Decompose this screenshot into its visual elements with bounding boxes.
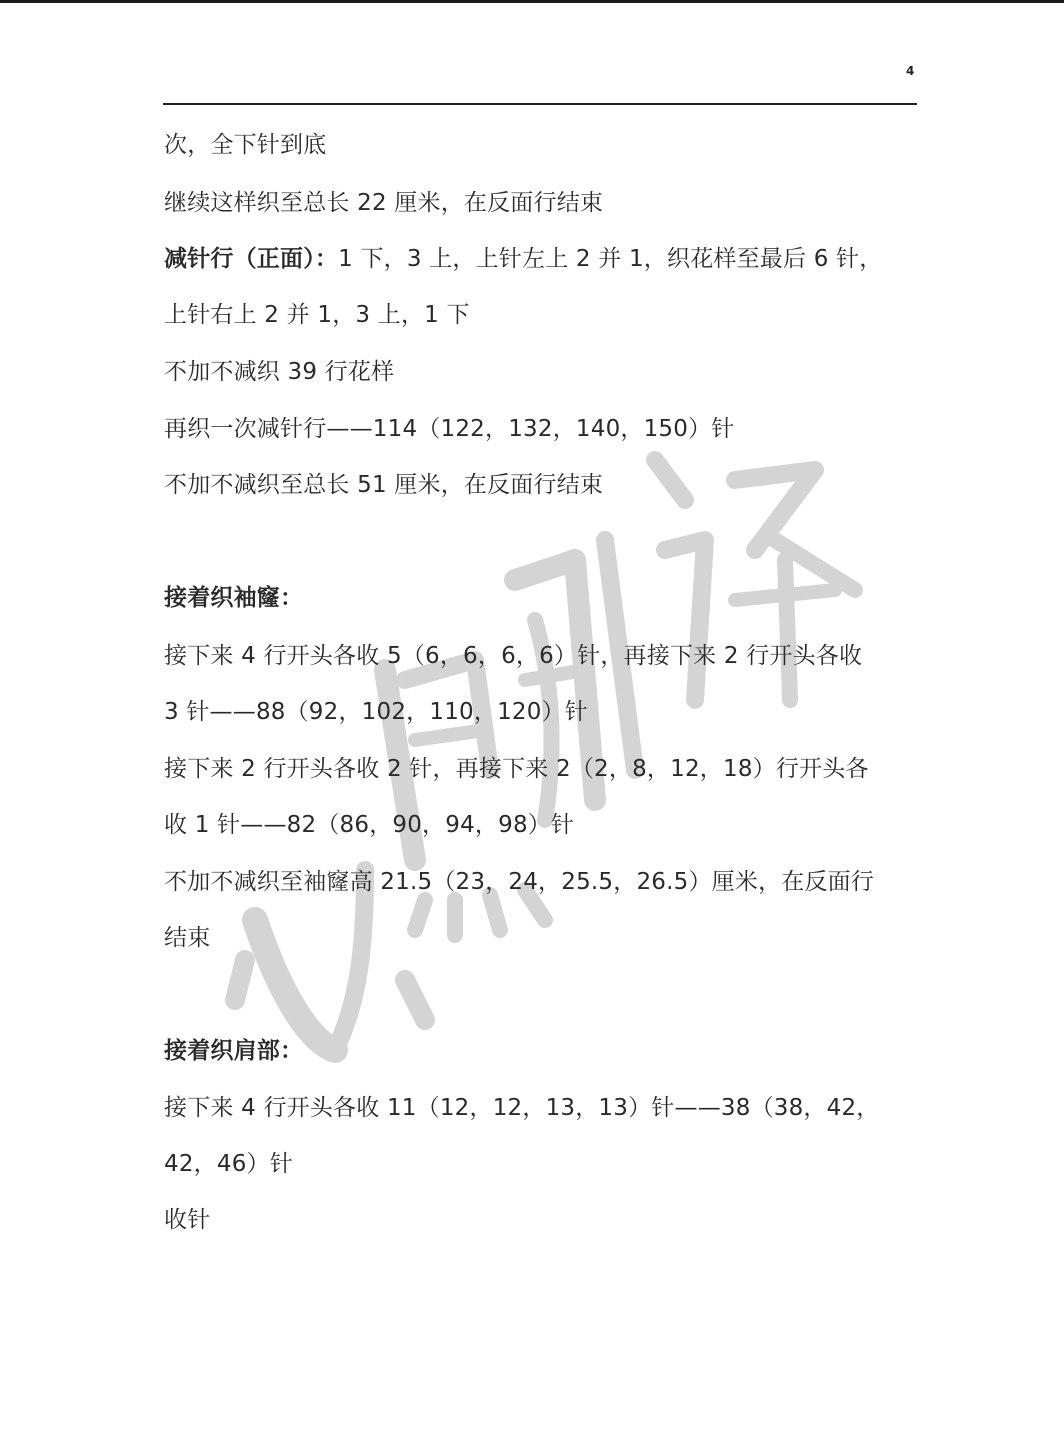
page-number: 4 — [906, 64, 915, 78]
decrease-row-text: 1 下，3 上，上针左上 2 并 1，织花样至最后 6 针， — [338, 246, 883, 272]
body-line-4: 不加不减织 39 行花样 — [164, 359, 395, 385]
shoulder-line-1: 接下来 4 行开头各收 11（12，12，13，13）针——38（38，42， — [164, 1095, 880, 1121]
armhole-line-6: 结束 — [164, 925, 211, 951]
shoulder-heading: 接着织肩部： — [164, 1038, 304, 1064]
body-line-3: 上针右上 2 并 1，3 上，1 下 — [164, 302, 470, 328]
body-line-6: 不加不减织至总长 51 厘米，在反面行结束 — [164, 472, 604, 498]
armhole-line-1: 接下来 4 行开头各收 5（6，6，6，6）针，再接下来 2 行开头各收 — [164, 643, 863, 669]
shoulder-line-2: 42，46）针 — [164, 1151, 293, 1177]
armhole-line-3: 接下来 2 行开头各收 2 针，再接下来 2（2，8，12，18）行开头各 — [164, 756, 869, 782]
armhole-heading: 接着织袖窿： — [164, 585, 304, 611]
body-line-2: 继续这样织至总长 22 厘米，在反面行结束 — [164, 190, 604, 216]
armhole-line-2: 3 针——88（92，102，110，120）针 — [164, 699, 588, 725]
armhole-line-4: 收 1 针——82（86，90，94，98）针 — [164, 812, 575, 838]
armhole-line-5: 不加不减织至袖窿高 21.5（23，24，25.5，26.5）厘米，在反面行 — [164, 869, 875, 895]
header-rule — [163, 103, 917, 105]
top-border — [0, 0, 1064, 3]
shoulder-line-3: 收针 — [164, 1207, 211, 1233]
decrease-row-label: 减针行（正面）： — [164, 246, 339, 272]
decrease-row-line — [164, 244, 882, 274]
body-line-5: 再织一次减针行——114（122，132，140，150）针 — [164, 416, 735, 442]
body-line-1: 次，全下针到底 — [164, 132, 327, 158]
